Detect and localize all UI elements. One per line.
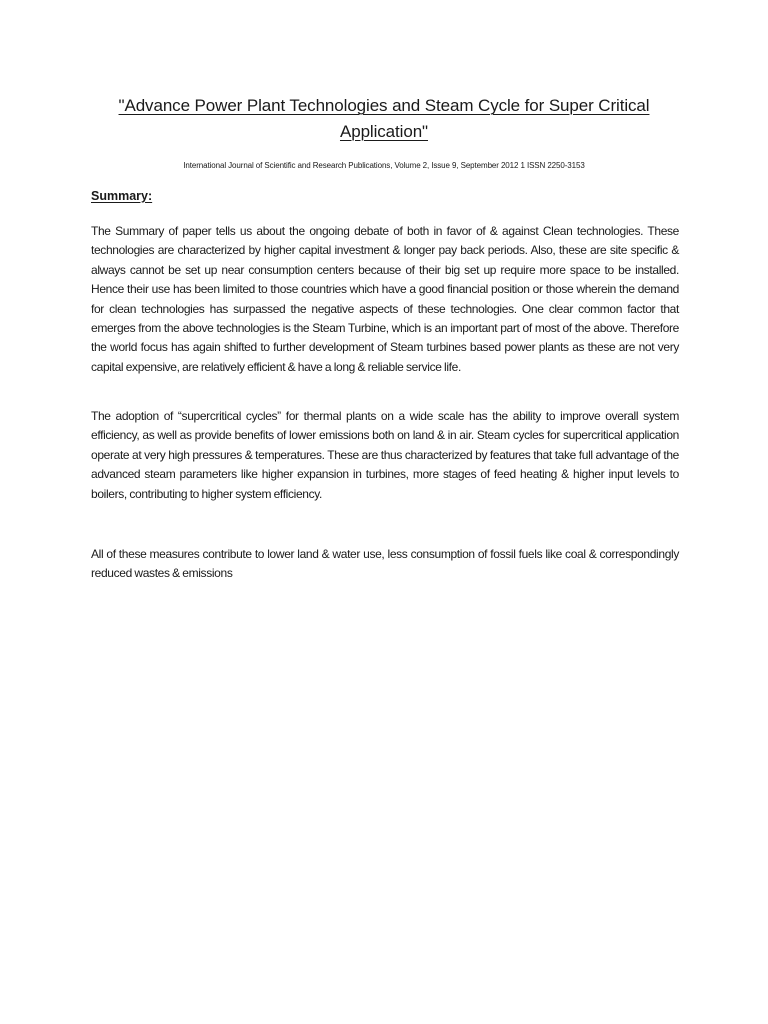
journal-citation: International Journal of Scientific and Research Publications, Volume 2, Issue 9, September 2012 1 ISSN 2250-3153 — [183, 161, 585, 170]
summary-paragraph-3: All of these measures contribute to lower land & water use, less consumption of fossil fuels like coal & correspondingly reduced wastes & emissions — [91, 547, 679, 581]
document-title — [80, 93, 688, 145]
summary-paragraph-2: The adoption of “supercritical cycles” for thermal plants on a wide scale has the ability to improve overall system efficiency, as well as provide benefits of lower emissions both on land & in air. Steam cycles for supercritical application operate at very high pressures & temperatures. These are thus characterized by features that take full advantage of the advanced steam parameters like higher expansion in turbines, more stages of feed heating & higher input levels to boilers, contributing to higher system efficiency. — [91, 409, 679, 501]
document-title-text: "Advance Power Plant Technologies and Steam Cycle for Super Critical Application" — [118, 96, 650, 141]
summary-paragraph-1: The Summary of paper tells us about the ongoing debate of both in favor of & against Clean technologies. These technologies are characterized by higher capital investment & longer pay back periods. Also, these are site specific & always cannot be set up near consumption centers because of their big set up require more space to be installed. Hence their use has been limited to those countries which have a good financial position or those wherein the demand for clean technologies has surpassed the negative aspects of these technologies. One clear common factor that emerges from the above technologies is the Steam Turbine, which is an important part of most of the above. Therefore the world focus has again shifted to further development of Steam turbines based power plants as these are not very capital expensive, are relatively efficient & have a long & reliable service life. — [91, 224, 679, 374]
summary-heading: Summary: — [91, 189, 153, 203]
